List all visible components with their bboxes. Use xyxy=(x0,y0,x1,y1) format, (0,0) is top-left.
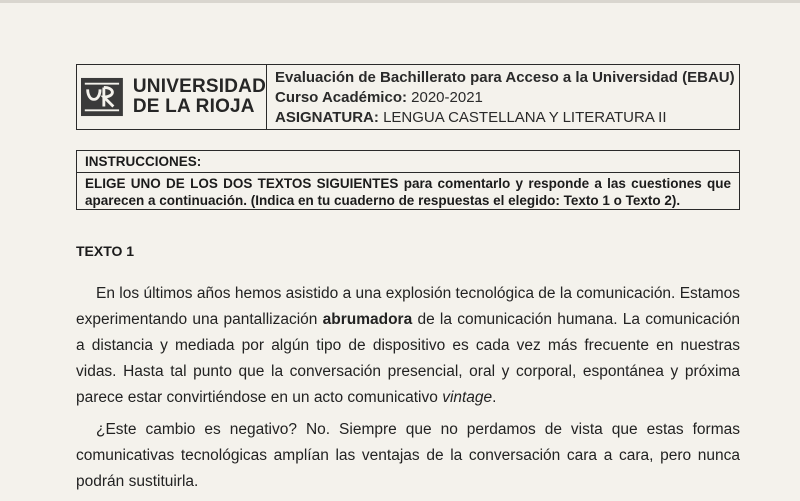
text1-paragraph-1 xyxy=(76,281,740,411)
text1-p1-part-a: En los últimos años hemos asistido a una explosión tecnológica de la comunicación. Estamos experimentando una pantallización xyxy=(76,285,740,328)
university-name-line2: DE LA RIOJA xyxy=(132,96,255,117)
university-name xyxy=(133,77,266,117)
course-label: Curso Académico: xyxy=(275,89,407,106)
university-emblem-icon xyxy=(81,77,123,117)
instructions-text: ELIGE UNO DE LOS DOS TEXTOS SIGUIENTES para comentarlo y responde a las cuestiones que aparecen a continuación. (Indica en tu cuaderno de respuestas el elegido: Texto 1 o Texto 2). xyxy=(85,176,731,208)
course-value: 2020-2021 xyxy=(411,89,483,106)
exam-title: Evaluación de Bachillerato para Acceso a la Universidad (EBAU) xyxy=(275,69,735,86)
subject-value: LENGUA CASTELLANA Y LITERATURA II xyxy=(383,109,667,126)
page-top-edge xyxy=(0,0,800,3)
text1-paragraph-2: ¿Este cambio es negativo? No. Siempre que no perdamos de vista que estas formas comunicativas tecnológicas amplían las ventajas de la conversación cara a cara, pero nunca podrán sustituirla. xyxy=(76,421,740,490)
exam-info xyxy=(267,65,739,129)
text1-p1-part-e: . xyxy=(492,389,497,406)
university-logo xyxy=(77,65,267,129)
text1-p1-part-c: de la comunicación humana. La comunicación a distancia y mediada por algún tipo de dispositivo es cada vez más frecuente en nuestras vidas. Hasta tal punto que la conversación presencial, oral y corporal, espontánea y próxima parece estar convirtiéndose en un acto comunicativo xyxy=(76,311,740,406)
text1-body xyxy=(76,281,740,501)
university-name-line1: UNIVERSIDAD xyxy=(132,76,266,97)
instructions-title: INSTRUCCIONES: xyxy=(77,151,739,173)
subject-label: ASIGNATURA: xyxy=(275,109,379,126)
instructions-box xyxy=(76,150,740,210)
text1-label: TEXTO 1 xyxy=(76,243,135,259)
text1-p1-bold: abrumadora xyxy=(322,311,413,328)
text1-p1-italic: vintage xyxy=(442,389,493,406)
exam-header xyxy=(76,64,740,130)
